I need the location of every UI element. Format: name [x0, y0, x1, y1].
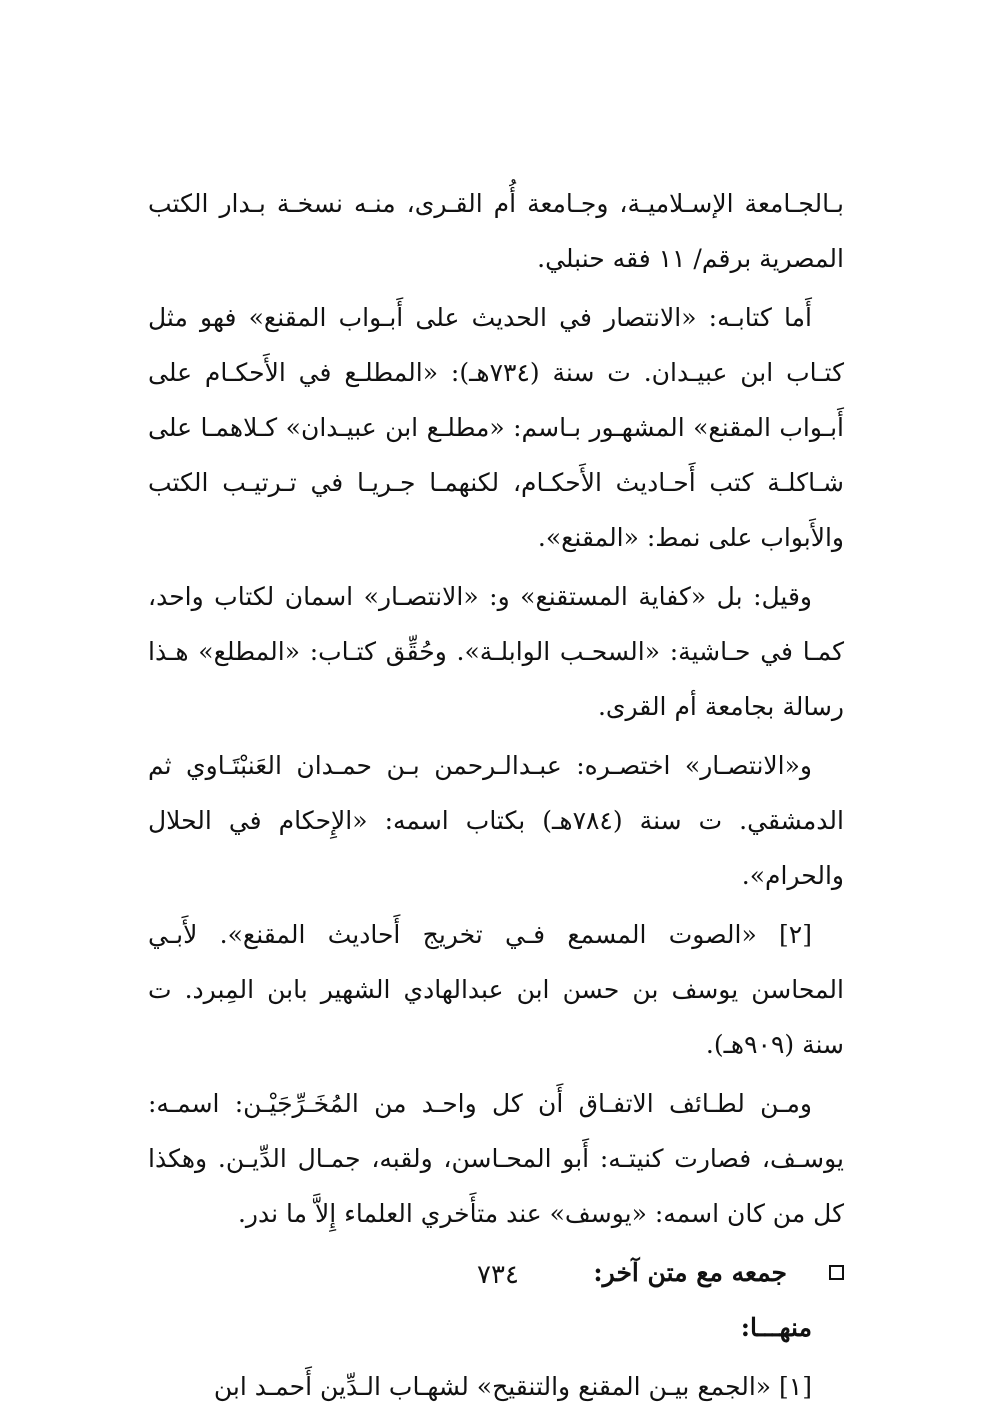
section-subheading: منهـــا:: [740, 1313, 812, 1342]
paragraph-2: أَما كتابـه: «الانتصار في الحديث على أَبـواب المقنع» فهو مثل كتـاب ابن عبيـدان. ت سنة (٧٣٤هـ): «المطلـع في الأَحكـام على أَبـواب المقنع» المشهـور بـاسم: «مطلـع ابن عبيـدان» كـلاهمـا على شـاكلـة كتب أَحـاديث الأَحكـام، لكنهمـا جـريـا في تـرتيـب الكتب والأَبواب على نمط: «المقنع».: [148, 303, 845, 552]
paragraph-7: [١] «الجمع بيـن المقنع والتنقيح» لشهـاب الـدِّين أَحمـد ابن: [213, 1372, 812, 1401]
page-number: ٧٣٤: [477, 1260, 519, 1290]
paragraph-5: [٢] «الصوت المسمع فـي تخريج أَحاديث المقنع». لأَبـي المحاسن يوسف بن حسن ابن عبدالهادي الشهير بابن المِبرد. ت سنة (٩٠٩هـ).: [148, 920, 844, 1059]
paragraph-6: ومـن لطـائف الاتفـاق أَن كل واحـد من المُخَـرِّجَيْـن: اسمـه: يوسـف، فصارت كنيتـه: أَبو المحـاسن، ولقبه، جمـال الدِّيـن. وهكذا كل من كان اسمه: «يوسف» عند متأَخري العلماء إِلاَّ ما ندر.: [148, 1089, 844, 1228]
page-body: [148, 176, 844, 1418]
section-heading-text: جمعه مع متن آخر:: [593, 1258, 787, 1287]
paragraph-1: بـالجـامعة الإسـلاميـة، وجـامعة أُم القـرى، منـه نسخـة بـدار الكتب المصرية برقم/ ١١ فقه حنبلي.: [148, 189, 844, 273]
paragraph-4: و«الانتصـار» اختصـره: عبـدالـرحمن بـن حمـدان العَنبْتَـاوي ثم الدمشقي. ت سنة (٧٨٤هـ) بكتاب اسمه: «الإِحكام في الحلال والحرام».: [148, 751, 844, 890]
paragraph-3: وقيل: بل «كفاية المستقنع» و: «الانتصـار» اسمان لكتاب واحد، كمـا في حـاشية: «السحـب الوابلـة». وحُقِّق كتـاب: «المطلع» هـذا رسالة بجامعة أم القرى.: [148, 582, 844, 721]
